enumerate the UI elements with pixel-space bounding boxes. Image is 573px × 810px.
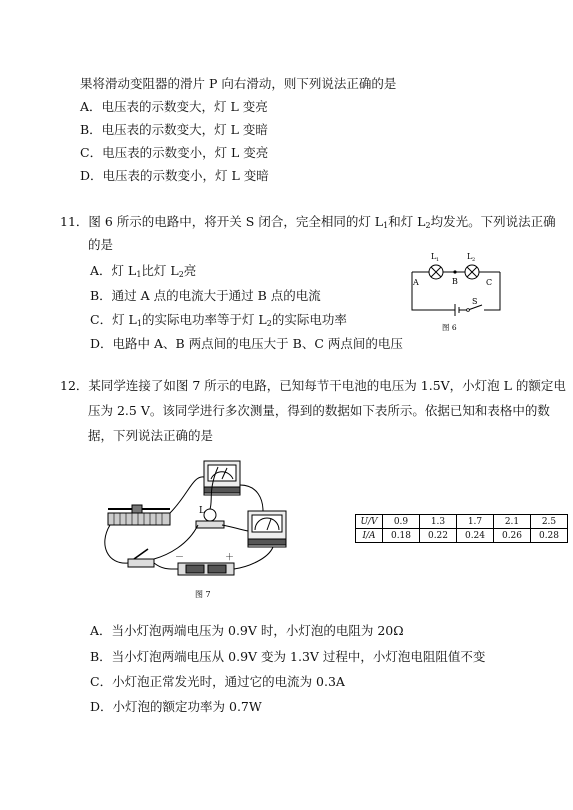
q10-option-d: D．电压表的示数变小，灯 L 变暗 [80, 168, 269, 183]
figure-7-caption: 图 7 [195, 590, 211, 599]
q10-option-b: B．电压表的示数变大，灯 L 变暗 [80, 122, 268, 137]
q12-number: 12． [60, 378, 89, 393]
svg-text:2: 2 [472, 257, 476, 263]
table-header-current: I/A [356, 529, 383, 543]
q11-number: 11． [60, 214, 89, 229]
measurement-table [355, 514, 568, 543]
q12-stem-line2: 压为 2.5 V。该同学进行多次测量，得到的数据如下表所示。依据已知和表格中的数 [88, 403, 550, 418]
point-c-label: C [486, 278, 493, 287]
table-row-current: I/A 0.18 0.22 0.24 0.26 0.28 [356, 529, 568, 543]
q11-option-b: B．通过 A 点的电流大于通过 B 点的电流 [90, 288, 321, 303]
q11-option-c: C．灯 $L_1$的实际电功率等于灯 $L_2$的实际电功率 [90, 312, 347, 328]
q10-option-a: A．电压表的示数变大，灯 L 变亮 [80, 99, 268, 114]
label-l2: L [467, 252, 473, 261]
q10-stem-tail: 果将滑动变阻器的滑片 P 向右滑动，则下列说法正确的是 [80, 76, 397, 91]
svg-text:1: 1 [436, 257, 440, 263]
figure-6-caption: 图 6 [442, 323, 457, 332]
q12-stem-line3: 据，下列说法正确的是 [88, 428, 214, 443]
table-header-voltage: U/V [356, 515, 383, 529]
point-a-label: A [413, 278, 419, 287]
q12-option-d: D．小灯泡的额定功率为 0.7W [90, 699, 262, 714]
q12-stem-line1: 12．某同学连接了如图 7 所示的电路，已知每节干电池的电压为 1.5V，小灯泡 L 的额定电 [60, 378, 566, 393]
bulb-icon [204, 509, 216, 521]
lamp-label: L [199, 506, 205, 516]
plus-terminal-label: ＋ [225, 553, 235, 563]
q10-option-c: C．电压表的示数变小，灯 L 变亮 [80, 145, 269, 160]
q11-stem-line2: 的是 [88, 237, 114, 252]
label-l1: L [431, 252, 437, 261]
figure-6-circuit-diagram [400, 248, 512, 338]
q11-option-a: A．灯 $L_1$比灯 $L_2$亮 [90, 263, 197, 279]
q12-option-c: C．小灯泡正常发光时，通过它的电流为 0.3A [90, 674, 345, 689]
q12-option-a: A．当小灯泡两端电压为 0.9V 时，小灯泡的电阻为 20Ω [90, 623, 404, 638]
q11-option-d: D．电路中 A、B 两点间的电压大于 B、C 两点间的电压 [90, 336, 403, 351]
point-b-label: B [452, 277, 458, 286]
switch-s-label: S [472, 297, 478, 306]
figure-7-apparatus-drawing [98, 455, 298, 605]
q11-stem-line1: 11．图 6 所示的电路中，将开关 S 闭合，完全相同的灯 $L_1$和灯 $L_2$均发光。下列说法正确 [60, 214, 556, 230]
rheostat-icon [108, 513, 170, 525]
switch-icon [128, 559, 154, 567]
minus-terminal-label: － [175, 553, 185, 563]
q12-option-b: B．当小灯泡两端电压从 0.9V 变为 1.3V 过程中，小灯泡电阻阻值不变 [90, 649, 486, 664]
table-row-voltage: U/V 0.9 1.3 1.7 2.1 2.5 [356, 515, 568, 529]
